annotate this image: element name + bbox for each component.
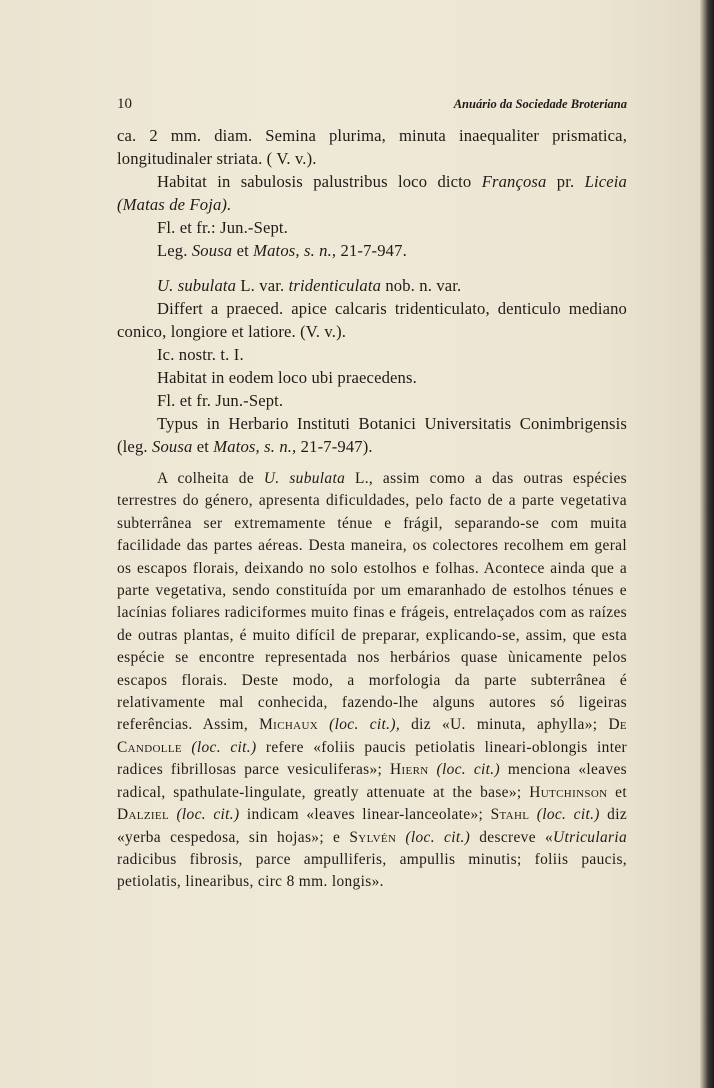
discussion-section [117,468,627,894]
paragraph: ca. 2 mm. diam. Semina plurima, minuta inaequaliter prismatica, longitudinaler striata. ( V. v.). [117,126,627,168]
taxon-heading: U. subulata L. var. tridenticulata nob. n. var. [157,276,462,295]
page-body [117,124,627,894]
description-continuation [117,124,627,262]
page-header [117,96,627,116]
paragraph-flowering: Fl. et fr. Jun.-Sept. [157,391,284,410]
new-variety-section [117,274,627,458]
running-title: Anuário da Sociedade Broteriana [453,97,627,111]
spacer [117,458,627,468]
paragraph-icon-ref: Ic. nostr. t. I. [157,345,244,364]
paragraph-collector: Leg. Sousa et Matos, s. n., 21-7-947. [157,241,407,260]
paragraph-type: Typus in Herbario Instituti Botanici Universitatis Conimbrigensis (leg. Sousa et Matos, s. n., 21-7-947). [117,414,627,456]
page-edge-shadow [700,0,714,1088]
paragraph-discussion: A colheita de U. subulata L., assim como a das outras espécies terrestres do género, apresenta dificuldades, pelo facto de a parte vegetativa subterrânea ser extremamente ténue e frágil, separando-se com muita facilidade das partes aéreas. Desta maneira, os colectores recolhem em geral os escapos florais, deixando no solo estolhos e folhas. Acontece ainda que a parte vegetativa, sendo constituída por um emaranhado de estolhos ténues e lacínias foliares radiciformes muito finas e frágeis, entrelaçados com as raízes de outras plantas, é muito difícil de preparar, explicando-se, assim, que esta espécie se encontre representada nos herbários quase ùnicamente pelos escapos florais. Deste modo, a morfologia da parte subterrânea é relativamente mal conhecida, fazendo-lhe alguns autores só ligeiras referências. Assim, Michaux (loc. cit.), diz «U. minuta, aphylla»; De Candolle (loc. cit.) refere «foliis paucis petiolatis lineari-oblongis inter radices fibrillosas parce vesiculiferas»; Hiern (loc. cit.) menciona «leaves radical, spathulate-lingulate, greatly attenuate at the base»; Hutchinson et Dalziel (loc. cit.) indicam «leaves linear-lanceolate»; Stahl (loc. cit.) diz «yerba cespedosa, sin hojas»; e Sylvén (loc. cit.) descreve «Utricularia radicibus fibrosis, parce ampulliferis, ampullis minutis; foliis paucis, petiolatis, linearibus, circ 8 mm. longis». [117,470,628,891]
paragraph-diagnosis: Differt a praeced. apice calcaris tridenticulato, denticulo mediano conico, longiore et latiore. (V. v.). [117,299,627,341]
page-number: 10 [117,96,132,112]
paragraph-habitat: Habitat in sabulosis palustribus loco dicto Françosa pr. Liceia (Matas de Foja). [117,172,627,214]
paragraph-flowering: Fl. et fr.: Jun.-Sept. [157,218,288,237]
spacer [117,262,627,274]
paragraph-habitat: Habitat in eodem loco ubi praecedens. [157,368,417,387]
